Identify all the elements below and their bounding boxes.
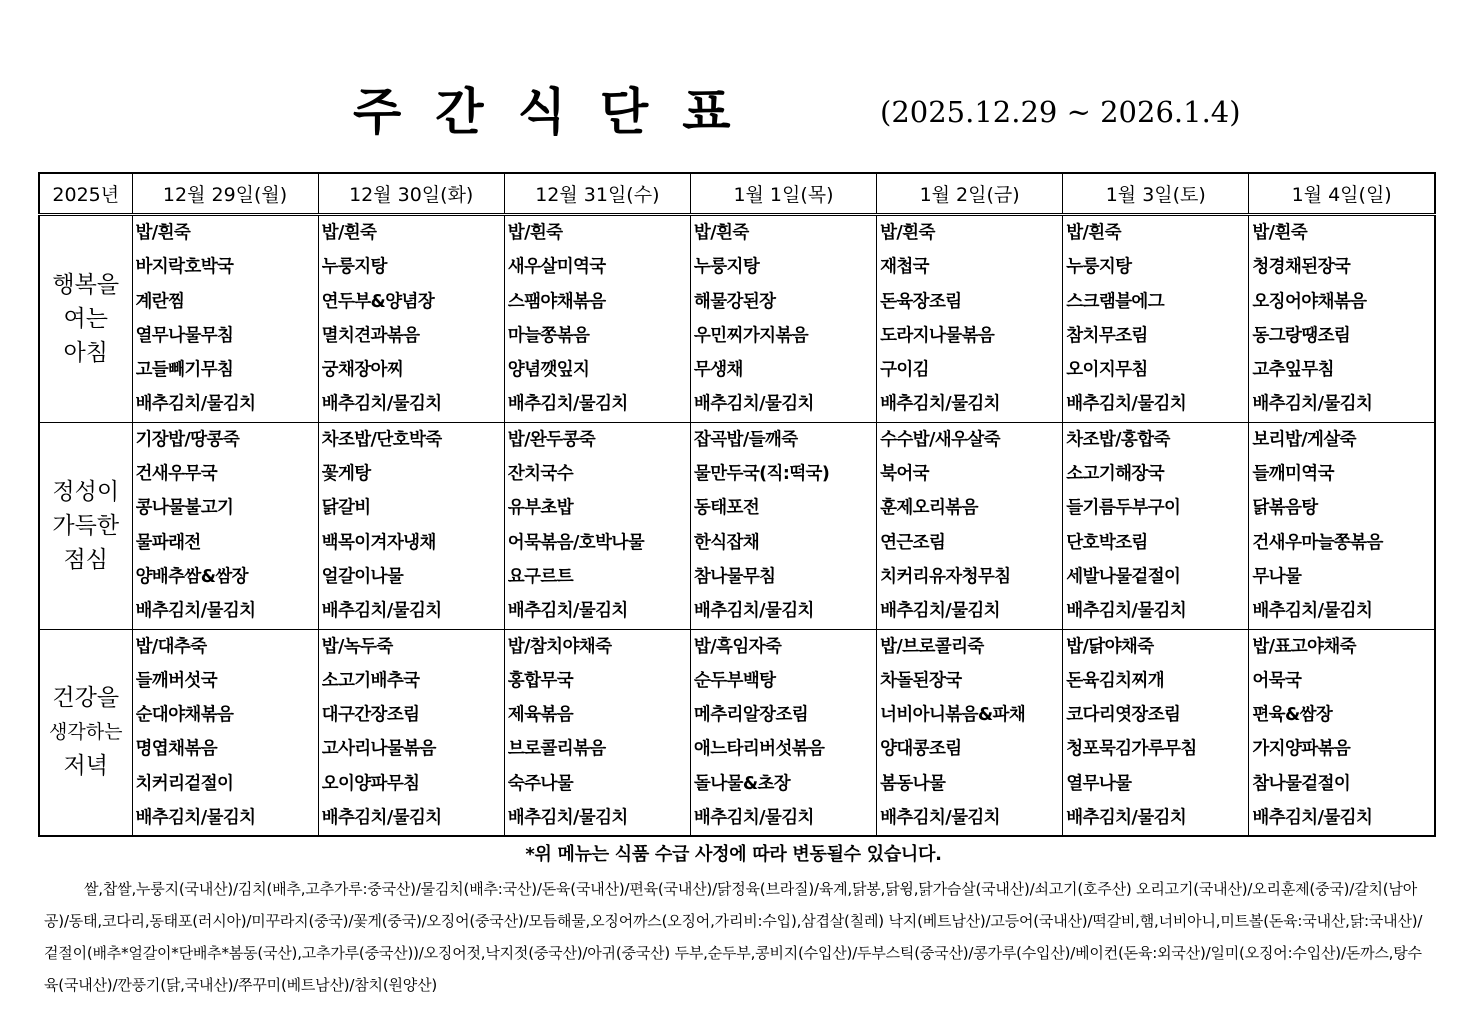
menu-cell (1249, 215, 1435, 423)
menu-change-notice: *위 메뉴는 식품 수급 사정에 따라 변동될수 있습니다. (525, 844, 942, 865)
menu-item: 유부초밥 (507, 498, 574, 519)
menu-item: 참나물무침 (693, 566, 776, 587)
menu-cell (132, 215, 318, 423)
menu-cell (318, 629, 504, 836)
menu-item: 양대콩조림 (880, 739, 962, 760)
menu-item-list (1249, 630, 1434, 836)
meal-label-line: 여는 (63, 305, 108, 332)
menu-item-list (505, 630, 690, 836)
menu-item: 요구르트 (507, 566, 574, 587)
menu-item: 배추김치/물김치 (507, 808, 628, 829)
menu-item: 가지양파볶음 (1252, 739, 1351, 760)
menu-item: 밥/흰죽 (693, 223, 749, 243)
menu-item: 순대야채볶음 (135, 705, 234, 726)
meal-label-line: 행복을 (52, 271, 120, 298)
meal-label-line: 정성이 (52, 478, 120, 505)
menu-item: 애느타리버섯볶음 (693, 739, 825, 760)
menu-item: 단호박조림 (1066, 532, 1148, 553)
menu-item: 밥/흑임자죽 (693, 636, 782, 657)
menu-cell (1249, 629, 1435, 836)
menu-item: 얼갈이나물 (321, 566, 404, 587)
menu-item: 밥/흰죽 (135, 223, 191, 243)
menu-item-list (1063, 630, 1248, 836)
menu-item: 궁채장아찌 (321, 360, 404, 381)
menu-item: 배추김치/물김치 (135, 601, 256, 622)
menu-item: 무나물 (1252, 566, 1302, 587)
menu-cell (1063, 215, 1249, 423)
menu-item: 고사리나물볶음 (321, 739, 436, 760)
menu-cell (690, 215, 876, 423)
menu-item: 배추김치/물김치 (880, 808, 1000, 829)
menu-cell (877, 422, 1063, 629)
day-header: 12월 30일(화) (318, 173, 504, 215)
menu-cell (1063, 422, 1249, 629)
menu-item: 멸치견과볶음 (321, 325, 420, 346)
menu-cell (1249, 422, 1435, 629)
meal-label (39, 215, 132, 423)
menu-cell (1063, 629, 1249, 836)
day-header: 1월 1일(목) (690, 173, 876, 215)
menu-item: 봄동나물 (880, 773, 946, 794)
menu-item: 열무나물무침 (135, 325, 234, 346)
menu-item: 돈육김치찌개 (1066, 670, 1165, 691)
menu-item-list (877, 630, 1062, 836)
menu-item: 들깨버섯국 (135, 670, 218, 691)
meal-label-line: 건강을 (52, 685, 120, 712)
menu-item: 스팸야채볶음 (507, 291, 606, 312)
page-title: 주간식단표 (353, 82, 765, 141)
menu-item: 명엽채볶음 (135, 739, 218, 760)
menu-item: 물만두국(직:떡국) (693, 464, 830, 485)
year-header: 2025년 (39, 173, 132, 215)
menu-item: 들기름두부구이 (1066, 498, 1181, 519)
menu-item: 밥/참치야채죽 (507, 636, 612, 657)
day-header: 1월 2일(금) (877, 173, 1063, 215)
header-row (39, 173, 1435, 215)
menu-item: 밥/대추죽 (135, 636, 207, 657)
menu-item: 오이지무침 (1066, 360, 1148, 381)
menu-item: 닭볶음탕 (1252, 498, 1318, 519)
menu-item: 양념깻잎지 (507, 360, 590, 381)
menu-item: 코다리엿장조림 (1066, 705, 1181, 726)
menu-item: 배추김치/물김치 (1252, 601, 1373, 622)
menu-item: 차돌된장국 (880, 670, 962, 691)
menu-item: 재첩국 (880, 257, 929, 278)
menu-item-list (1249, 216, 1434, 422)
menu-item: 어묵국 (1252, 670, 1302, 691)
meal-label-line: 점심 (63, 546, 108, 573)
menu-item: 새우살미역국 (507, 257, 606, 278)
menu-item: 누룽지탕 (693, 257, 760, 278)
menu-item: 치커리겉절이 (135, 773, 234, 794)
meal-label-line: 생각하는 (49, 721, 123, 744)
menu-item: 닭갈비 (321, 498, 371, 519)
menu-item: 도라지나물볶음 (880, 325, 995, 346)
menu-item: 배추김치/물김치 (880, 601, 1000, 622)
menu-item: 돌나물&초장 (693, 773, 791, 794)
menu-item: 스크램블에그 (1066, 291, 1165, 312)
day-header: 12월 29일(월) (132, 173, 318, 215)
menu-item-list (877, 216, 1062, 422)
menu-cell (877, 215, 1063, 423)
menu-item: 소고기해장국 (1066, 464, 1165, 485)
menu-item: 우민찌가지볶음 (693, 325, 809, 346)
meal-label-line: 저녁 (63, 753, 108, 780)
menu-item-list (691, 216, 876, 422)
menu-cell (877, 629, 1063, 836)
menu-item: 어묵볶음/호박나물 (507, 532, 645, 553)
menu-item: 배추김치/물김치 (321, 601, 442, 622)
meal-label (39, 422, 132, 629)
menu-item: 청경채된장국 (1252, 257, 1351, 278)
menu-item: 돈육장조림 (880, 291, 962, 312)
menu-item: 훈제오리볶음 (880, 498, 978, 519)
menu-item: 밥/흰죽 (880, 223, 935, 243)
menu-item-list (133, 630, 318, 836)
menu-item: 차조밥/단호박죽 (321, 429, 442, 450)
menu-item-list (133, 216, 318, 422)
menu-item: 건새우마늘쫑볶음 (1252, 532, 1383, 553)
day-header: 12월 31일(수) (504, 173, 690, 215)
menu-item: 배추김치/물김치 (1252, 808, 1373, 829)
menu-item: 누룽지탕 (1066, 257, 1132, 278)
menu-cell (318, 215, 504, 423)
menu-item: 밥/흰죽 (1252, 223, 1308, 243)
menu-item: 밥/녹두죽 (321, 636, 393, 657)
menu-item: 제육볶음 (507, 705, 574, 726)
menu-item-list (691, 423, 876, 629)
meal-label (39, 629, 132, 836)
menu-cell (132, 422, 318, 629)
menu-item: 물파래전 (135, 532, 201, 553)
menu-item: 해물강된장 (693, 291, 776, 312)
meal-label-line: 가득한 (52, 512, 120, 539)
menu-period: (2025.12.29 ~ 2026.1.4) (880, 95, 1241, 129)
menu-item: 밥/흰죽 (321, 223, 377, 243)
menu-item: 잔치국수 (507, 464, 574, 485)
menu-item: 무생채 (693, 360, 743, 381)
menu-item: 밥/브로콜리죽 (880, 636, 984, 657)
origin-info: 쌀,찹쌀,누룽지(국내산)/김치(배추,고추가루:중국산)/물김치(배추:국산)/돈육(국내산)/편육(국내산)/닭정육(브라질)/육계,닭봉,닭윙,닭가슴살(국내산)/쇠고기(호주산) 오리고기(국내산)/오리훈제(중국)/갈치(남아공)/동태,코다리,동태포(러시아)/미꾸라지(중국)/꽃게(중국)/오징어(중국산)/모듬해물,오징어까스(오징어,가리비:수입),삼겹살(칠레) 낙지(베트남산)/고등어(국내산)/떡갈비,햄,너비아니,미트볼(돈육:국내산,닭:국내산)/겉절이(배추*얼갈이*단배추*봄동(국산),고추가루(중국산))/오징어젓,낙지젓(중국산)/아귀(중국산) 두부,순두부,콩비지(수입산)/두부스틱(중국산)/콩가루(수입산)/베이컨(돈육:외국산)/일미(오징어:수입산)/돈까스,탕수육(국내산)/깐풍기(닭,국내산)/쭈꾸미(베트남산)/참치(원양산) (44, 880, 1423, 994)
meal-row-breakfast (39, 215, 1435, 423)
day-header: 1월 3일(토) (1063, 173, 1249, 215)
menu-item: 순두부백탕 (693, 670, 776, 691)
menu-item: 계란찜 (135, 291, 185, 312)
menu-item: 콩나물불고기 (135, 498, 234, 519)
menu-item: 너비아니볶음&파채 (880, 705, 1026, 726)
menu-item-list (319, 216, 504, 422)
menu-item: 연두부&양념장 (321, 291, 435, 312)
menu-item: 메추리알장조림 (693, 705, 809, 726)
menu-item: 소고기배추국 (321, 670, 420, 691)
menu-item: 편육&쌈장 (1252, 705, 1333, 726)
menu-item-list (505, 216, 690, 422)
menu-item: 오징어야채볶음 (1252, 291, 1367, 312)
menu-item: 배추김치/물김치 (321, 394, 442, 415)
menu-item: 밥/흰죽 (507, 223, 563, 243)
menu-item: 배추김치/물김치 (1252, 394, 1373, 415)
menu-item: 구이김 (880, 360, 929, 381)
menu-item: 밥/표고야채죽 (1252, 636, 1356, 657)
menu-item: 대구간장조림 (321, 705, 420, 726)
menu-cell (690, 629, 876, 836)
menu-item: 보리밥/게살죽 (1252, 429, 1356, 450)
menu-item: 세발나물겉절이 (1066, 566, 1181, 587)
menu-item: 양배추쌈&쌈장 (135, 566, 248, 587)
menu-item: 참치무조림 (1066, 325, 1148, 346)
menu-item: 한식잡채 (693, 532, 760, 553)
menu-item: 배추김치/물김치 (880, 394, 1000, 415)
weekly-menu-table (38, 172, 1436, 837)
menu-item-list (319, 630, 504, 836)
menu-cell (132, 629, 318, 836)
menu-item: 잡곡밥/들깨죽 (693, 429, 798, 450)
meal-label-line: 아침 (63, 339, 108, 366)
menu-item: 배추김치/물김치 (507, 601, 628, 622)
menu-item: 배추김치/물김치 (1066, 601, 1187, 622)
menu-item: 밥/흰죽 (1066, 223, 1121, 243)
menu-item-list (133, 423, 318, 629)
menu-item: 기장밥/땅콩죽 (135, 429, 240, 450)
menu-item: 마늘쫑볶음 (507, 325, 590, 346)
menu-item: 동태포전 (693, 498, 760, 519)
menu-item: 수수밥/새우살죽 (880, 429, 1000, 450)
menu-item-list (1249, 423, 1434, 629)
meal-row-dinner (39, 629, 1435, 836)
menu-cell (318, 422, 504, 629)
menu-item: 고추잎무침 (1252, 360, 1334, 381)
menu-item: 청포묵김가루무침 (1066, 739, 1197, 760)
menu-item: 밥/완두콩죽 (507, 429, 596, 450)
menu-item: 꽃게탕 (321, 464, 371, 485)
menu-item-list (1063, 423, 1248, 629)
menu-item-list (505, 423, 690, 629)
menu-item: 열무나물 (1066, 773, 1132, 794)
menu-item-list (877, 423, 1062, 629)
menu-item: 배추김치/물김치 (693, 808, 814, 829)
menu-item: 배추김치/물김치 (135, 808, 256, 829)
day-header: 1월 4일(일) (1249, 173, 1435, 215)
menu-item: 치커리유자청무침 (880, 566, 1011, 587)
meal-row-lunch (39, 422, 1435, 629)
menu-item: 북어국 (880, 464, 929, 485)
menu-item: 동그랑땡조림 (1252, 325, 1351, 346)
menu-item: 홍합무국 (507, 670, 574, 691)
menu-item: 배추김치/물김치 (507, 394, 628, 415)
menu-item-list (691, 630, 876, 836)
menu-item: 배추김치/물김치 (1066, 808, 1187, 829)
menu-item: 배추김치/물김치 (1066, 394, 1187, 415)
menu-cell (504, 215, 690, 423)
menu-item: 배추김치/물김치 (135, 394, 256, 415)
menu-item: 밥/닭야채죽 (1066, 636, 1154, 657)
menu-item-list (1063, 216, 1248, 422)
menu-item: 숙주나물 (507, 773, 574, 794)
menu-item: 누룽지탕 (321, 257, 387, 278)
menu-item: 바지락호박국 (135, 257, 234, 278)
menu-cell (504, 422, 690, 629)
menu-item: 고들빼기무침 (135, 360, 234, 381)
menu-item: 배추김치/물김치 (321, 808, 442, 829)
menu-cell (504, 629, 690, 836)
menu-item: 참나물겉절이 (1252, 773, 1351, 794)
menu-item-list (319, 423, 504, 629)
menu-item: 배추김치/물김치 (693, 601, 814, 622)
menu-item: 배추김치/물김치 (693, 394, 814, 415)
menu-item: 오이양파무침 (321, 773, 420, 794)
menu-cell (690, 422, 876, 629)
menu-item: 연근조림 (880, 532, 946, 553)
menu-item: 들깨미역국 (1252, 464, 1334, 485)
menu-item: 브로콜리볶음 (507, 739, 606, 760)
menu-item: 백목이겨자냉채 (321, 532, 436, 553)
menu-item: 건새우무국 (135, 464, 218, 485)
menu-item: 차조밥/홍합죽 (1066, 429, 1170, 450)
